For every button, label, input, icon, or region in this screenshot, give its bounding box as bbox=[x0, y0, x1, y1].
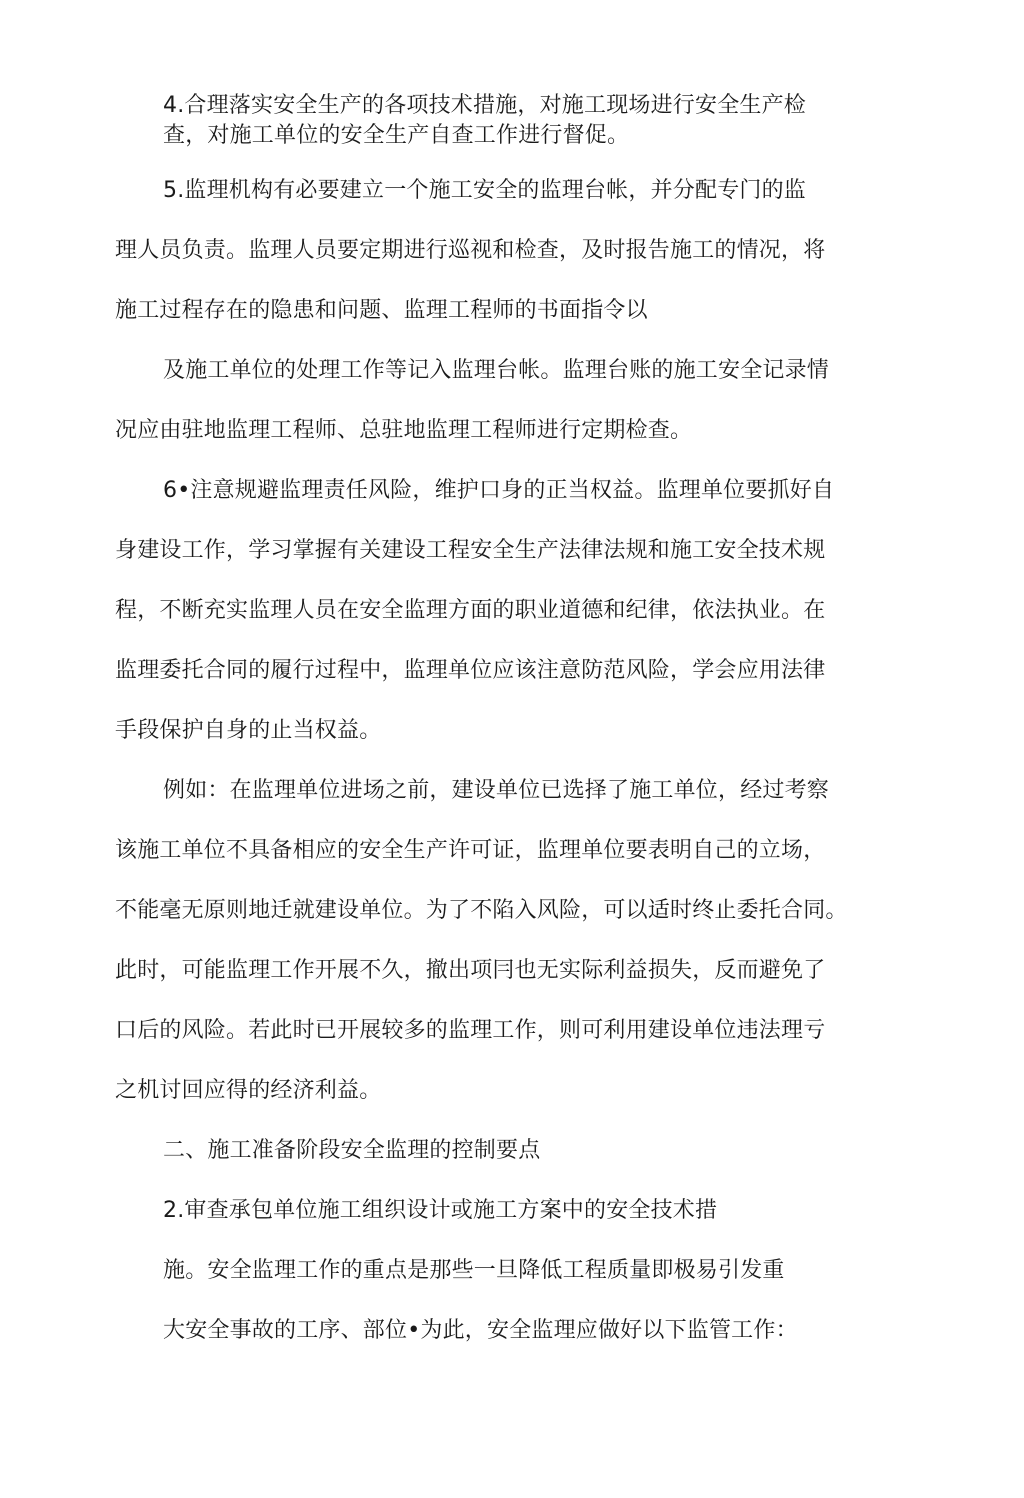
text-line: 2.审查承包单位施工组织设计或施工方案中的安全技术措 bbox=[163, 1198, 718, 1223]
text-line: 口后的风险。若此时已开展较多的监理工作，则可利用建设单位违法理亏 bbox=[115, 1018, 826, 1043]
text-line: 此时，可能监理工作开展不久，撤出项冃也无实际利益损失，反而避免了 bbox=[115, 958, 826, 983]
text-line: 5.监理机构有必要建立一个施工安全的监理台帐，并分配专门的监 bbox=[163, 178, 806, 203]
text-line: 程，不断充实监理人员在安全监理方面的职业道德和纪律，依法执业。在 bbox=[115, 598, 826, 623]
text-line: 况应由驻地监理工程师、总驻地监理工程师进行定期检查。 bbox=[115, 418, 693, 443]
text-line: 手段保护自身的止当权益。 bbox=[115, 718, 382, 743]
text-line: 及施工单位的处理工作等记入监理台帐。监理台账的施工安全记录情 bbox=[163, 358, 830, 383]
text-line: 身建设工作，学习掌握有关建设工程安全生产法律法规和施工安全技术规 bbox=[115, 538, 826, 563]
text-line: 理人员负责。监理人员要定期进行巡视和检查，及时报告施工的情况，将 bbox=[115, 238, 826, 263]
text-line: 监理委托合同的履行过程中，监理单位应该注意防范风险，学会应用法律 bbox=[115, 658, 826, 683]
text-line: 该施工单位不具备相应的安全生产许可证，监理单位要表明自己的立场， bbox=[115, 838, 826, 863]
text-line: 大安全事故的工序、部位•为此，安全监理应做好以下监管工作： bbox=[163, 1318, 798, 1343]
text-line: 施。安全监理工作的重点是那些一旦降低工程质量即极易引发重 bbox=[163, 1258, 785, 1283]
text-line: 4.合理落实安全生产的各项技术措施，对施工现场进行安全生产检 bbox=[163, 93, 806, 118]
section-heading: 二、施工准备阶段安全监理的控制要点 bbox=[163, 1138, 541, 1163]
text-line: 施工过程存在的隐患和问题、监理工程师的书面指令以 bbox=[115, 298, 648, 323]
text-line: 6•注意规避监理责任风险，维护口身的正当权益。监理单位要抓好自 bbox=[163, 478, 835, 503]
text-line: 查，对施工单位的安全生产自查工作进行督促。 bbox=[163, 123, 630, 148]
text-line: 之机讨回应得的经济利益。 bbox=[115, 1078, 382, 1103]
text-line: 不能毫无原则地迁就建设单位。为了不陷入风险，可以适时终止委托合同。 bbox=[115, 898, 848, 923]
text-line: 例如：在监理单位进场之前，建设单位已选择了施工单位，经过考察 bbox=[163, 778, 830, 803]
